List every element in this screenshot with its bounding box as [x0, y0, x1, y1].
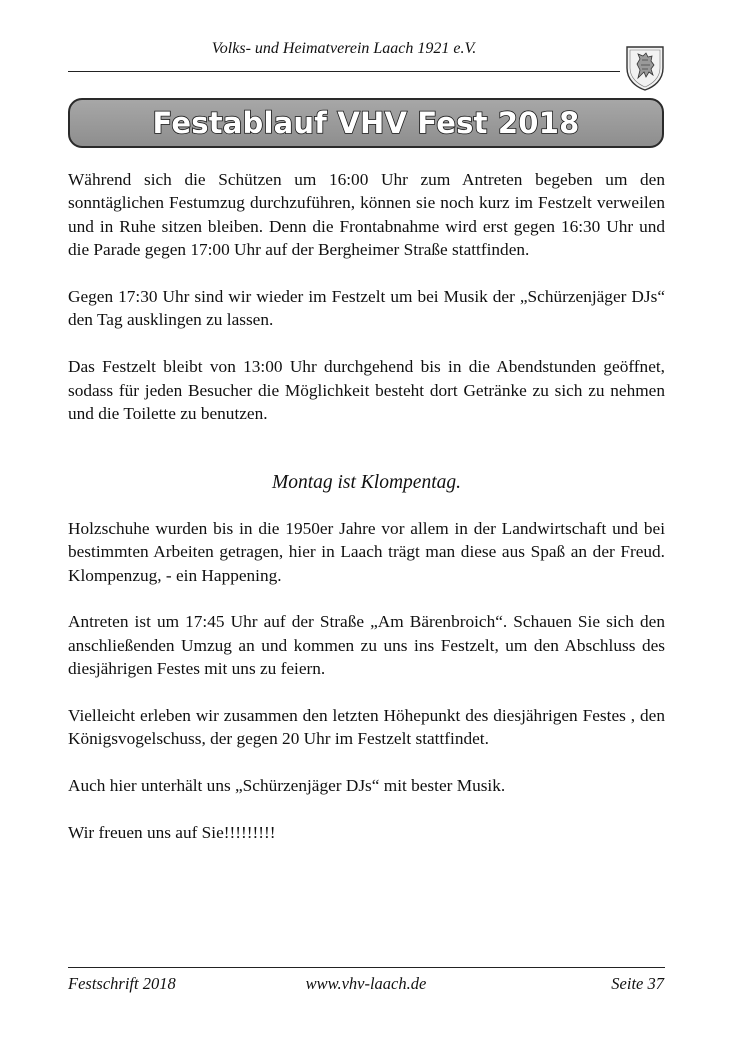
title-banner: [68, 98, 664, 148]
footer-publication: Festschrift 2018: [68, 974, 176, 993]
page-title: Festablauf VHV Fest 2018: [152, 106, 580, 140]
header-divider: [68, 71, 620, 72]
paragraph-7: Auch hier unterhält uns „Schürzenjäger DJs“ mit bester Musik.: [68, 776, 506, 796]
paragraph-1: Während sich die Schützen um 16:00 Uhr zum Antreten begeben um den sonntäglichen Festumzug durchzuführen, können sie noch kurz im Festzelt verweilen und in Ruhe sitzen bleiben. Denn die Frontabnahme wird erst gegen 16:30 Uhr und die Parade gegen 17:00 Uhr auf der Bergheimer Straße stattfinden.: [68, 170, 665, 260]
header-org-title: Volks- und Heimatverein Laach 1921 e.V.: [211, 40, 477, 57]
footer-divider: [68, 967, 665, 968]
paragraph-2: Gegen 17:30 Uhr sind wir wieder im Festzelt um bei Musik der „Schürzenjäger DJs“ den Tag ausklingen zu lassen.: [68, 287, 665, 330]
coat-of-arms-icon: [624, 44, 666, 92]
paragraph-3: Das Festzelt bleibt von 13:00 Uhr durchgehend bis in die Abendstunden geöffnet, sodass für jeden Besucher die Möglichkeit besteht dort Getränke zu sich zu nehmen und die Toilette zu benutzen.: [68, 357, 665, 424]
footer-website: www.vhv-laach.de: [305, 974, 427, 993]
paragraph-4: Holzschuhe wurden bis in die 1950er Jahre vor allem in der Landwirtschaft und bei bestimmten Arbeiten getragen, hier in Laach trägt man diese aus Spaß an der Freud. Klompenzug, - ein Happening.: [68, 518, 665, 585]
paragraph-5: Antreten ist um 17:45 Uhr auf der Straße „Am Bärenbroich“. Schauen Sie sich den anschließenden Umzug an und kommen zu uns ins Festzelt, um den Abschluss des diesjährigen Festes mit uns zu feiern.: [68, 612, 665, 679]
footer-page-number: Seite 37: [611, 974, 664, 993]
section-heading: Montag ist Klompentag.: [271, 472, 462, 494]
article-body: [68, 168, 665, 844]
paragraph-8: Wir freuen uns auf Sie!!!!!!!!!: [68, 823, 276, 843]
paragraph-6: Vielleicht erleben wir zusammen den letzten Höhepunkt des diesjährigen Festes , den Königsvogelschuss, der gegen 20 Uhr im Festzelt stattfindet.: [68, 706, 665, 749]
